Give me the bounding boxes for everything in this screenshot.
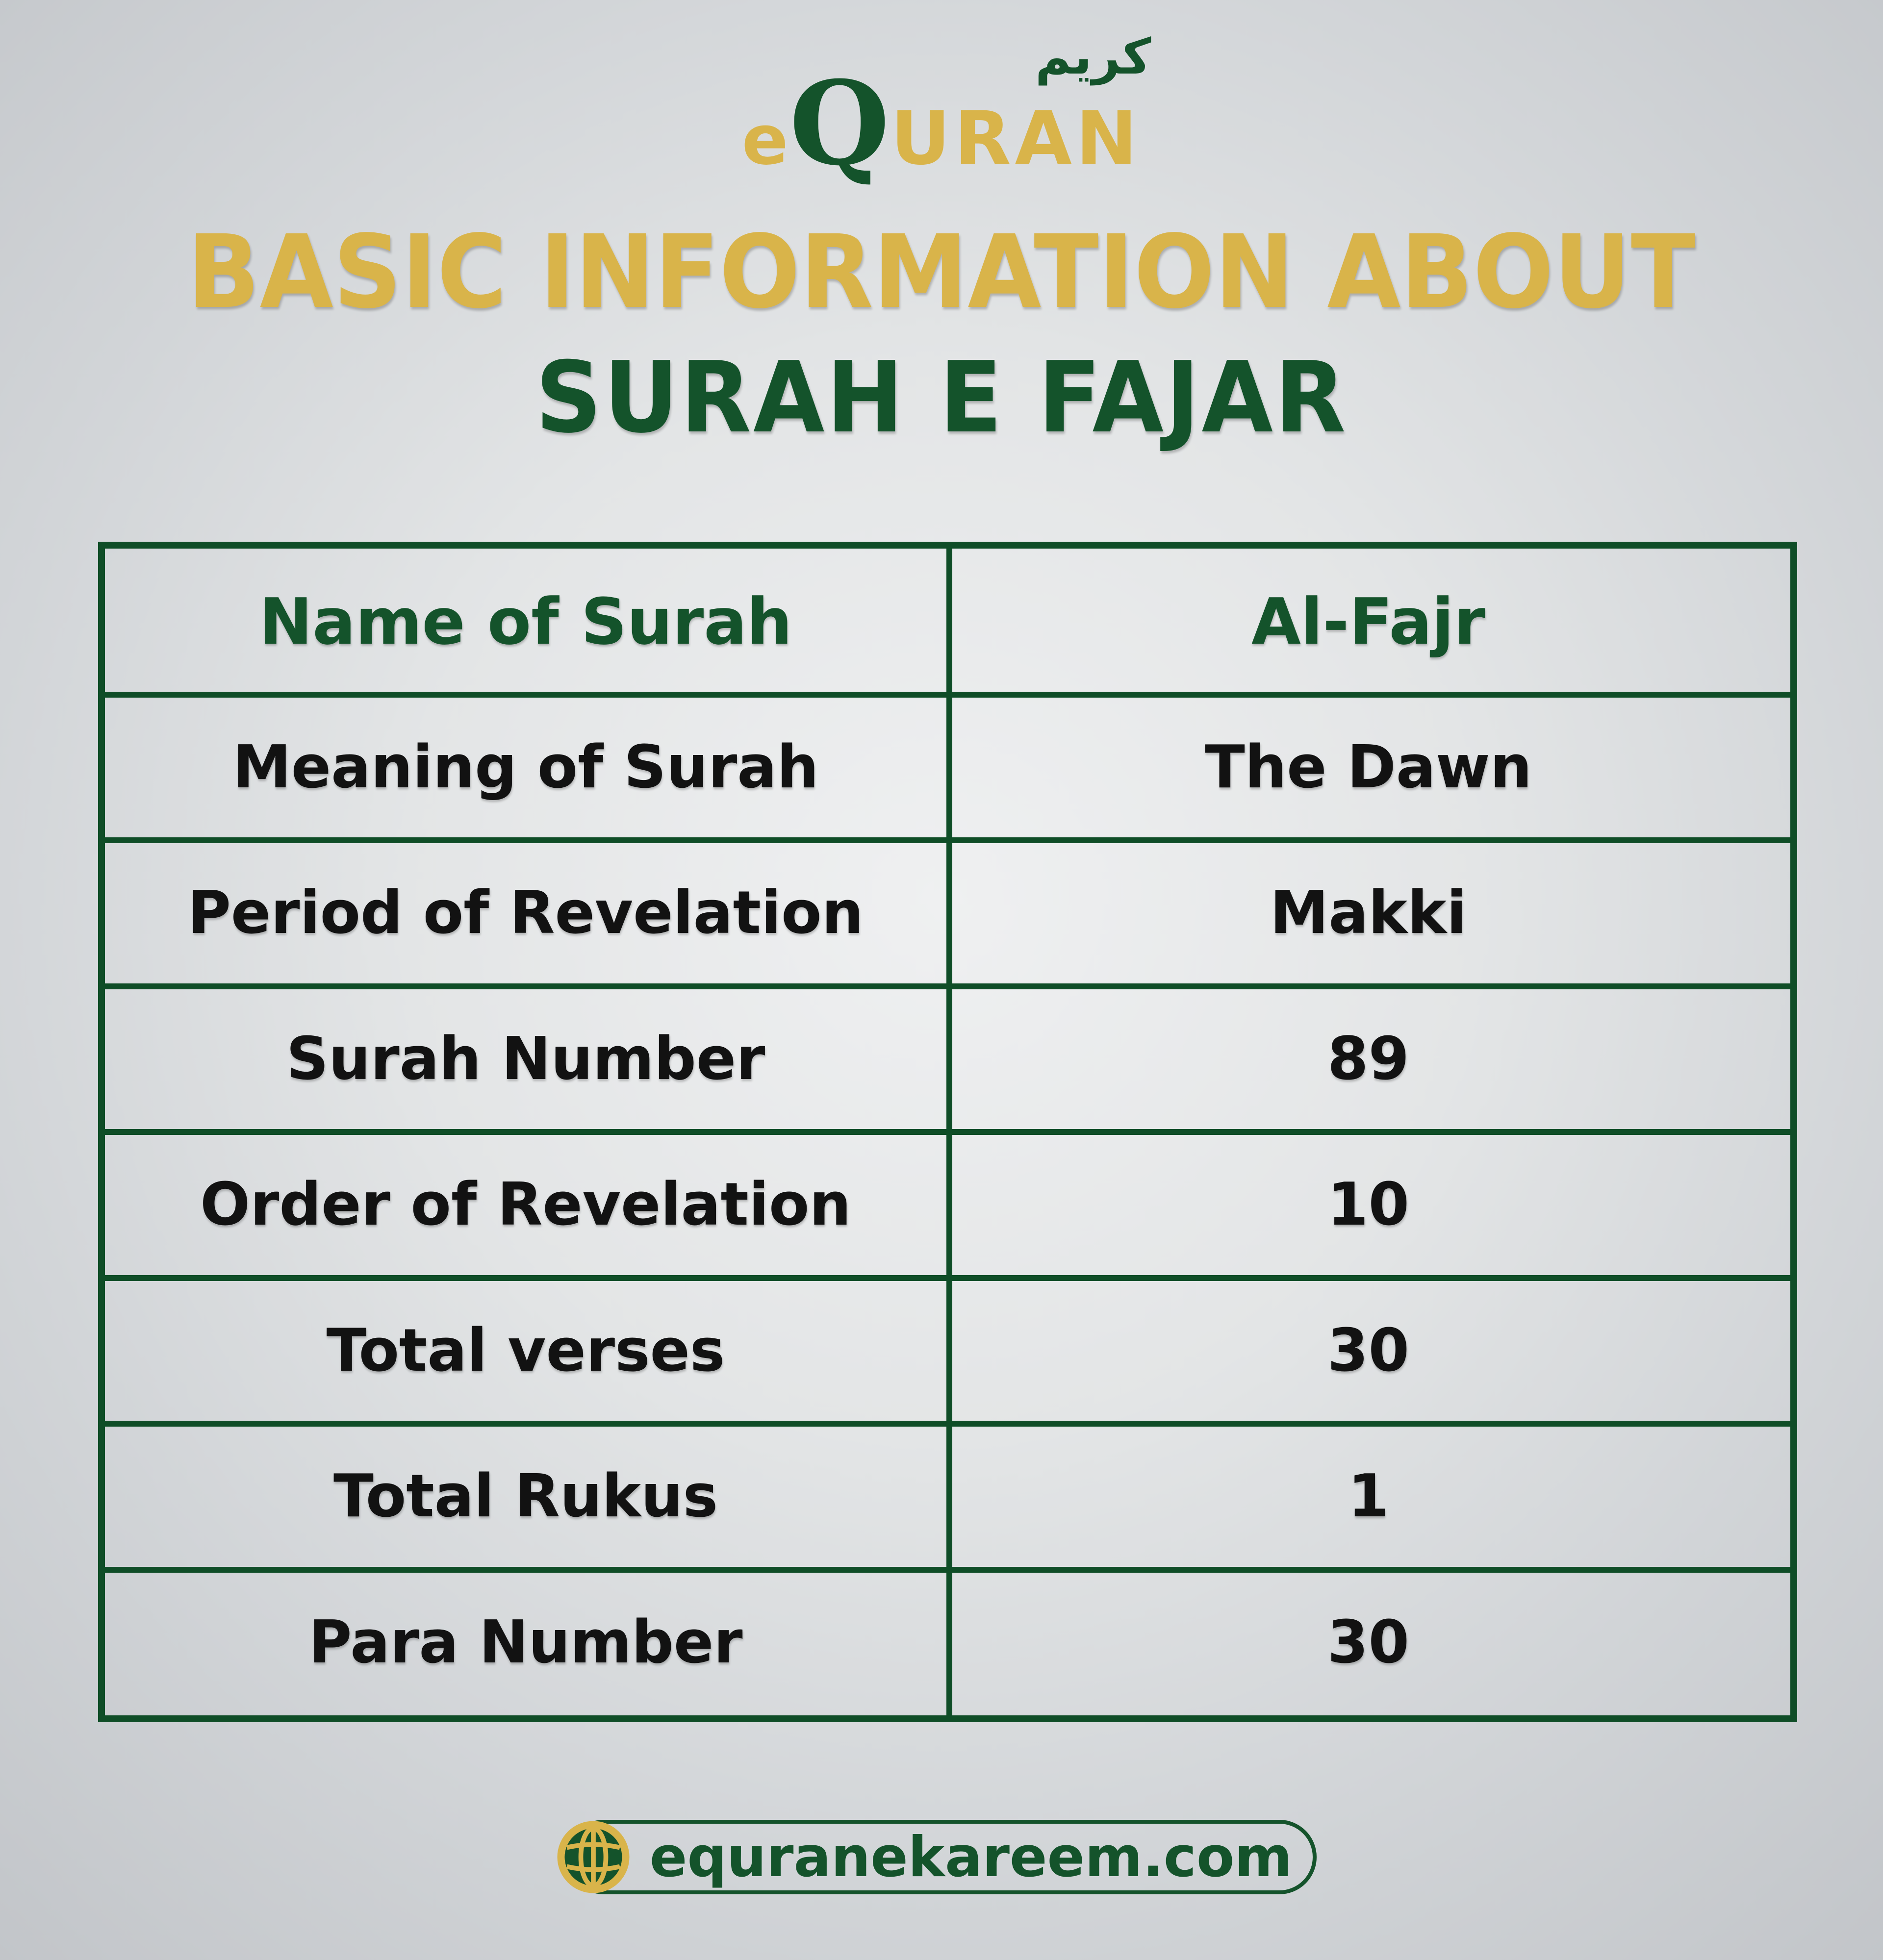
- row-label-total-verses: Total verses: [326, 1316, 725, 1385]
- logo-arabic-kareem: كريم: [1035, 28, 1151, 85]
- row-value-total-rukus: 1: [1348, 1462, 1389, 1531]
- table-row: [105, 695, 1790, 841]
- row-label-name-of-surah: Name of Surah: [259, 584, 792, 659]
- table-row: [105, 1278, 1790, 1424]
- table-row: [105, 986, 1790, 1132]
- table-row: [105, 1570, 1790, 1716]
- table-row: [105, 840, 1790, 986]
- row-value-surah-number: 89: [1327, 1025, 1409, 1093]
- row-value-meaning-of-surah: The Dawn: [1204, 733, 1532, 802]
- row-value-total-verses: 30: [1327, 1316, 1409, 1385]
- table-grid: [105, 549, 1790, 1715]
- row-label-surah-number: Surah Number: [286, 1025, 765, 1093]
- row-label-order-of-revelation: Order of Revelation: [200, 1171, 851, 1239]
- title-line-2: SURAH E FAJAR: [535, 341, 1348, 455]
- row-value-order-of-revelation: 10: [1327, 1171, 1409, 1239]
- row-value-period-of-revelation: Makki: [1270, 879, 1467, 948]
- equran-logo: [741, 19, 1151, 225]
- row-label-meaning-of-surah: Meaning of Surah: [232, 733, 819, 802]
- row-label-para-number: Para Number: [308, 1608, 743, 1677]
- row-value-name-of-surah: Al-Fajr: [1251, 584, 1485, 659]
- logo-letter-e: e: [741, 101, 789, 180]
- surah-info-table: [98, 542, 1797, 1722]
- table-row: [105, 1424, 1790, 1570]
- table-row: [105, 1132, 1790, 1278]
- table-row: [105, 549, 1790, 695]
- globe-icon: [557, 1820, 630, 1894]
- logo-letters-uran: URAN: [891, 96, 1142, 181]
- website-link[interactable]: [566, 1820, 1317, 1894]
- row-label-total-rukus: Total Rukus: [333, 1462, 718, 1531]
- title-line-1: BASIC INFORMATION ABOUT: [187, 213, 1696, 331]
- row-label-period-of-revelation: Period of Revelation: [187, 879, 864, 948]
- row-value-para-number: 30: [1327, 1608, 1409, 1677]
- website-url-text: equranekareem.com: [649, 1824, 1293, 1889]
- logo-letter-q: Q: [789, 56, 890, 191]
